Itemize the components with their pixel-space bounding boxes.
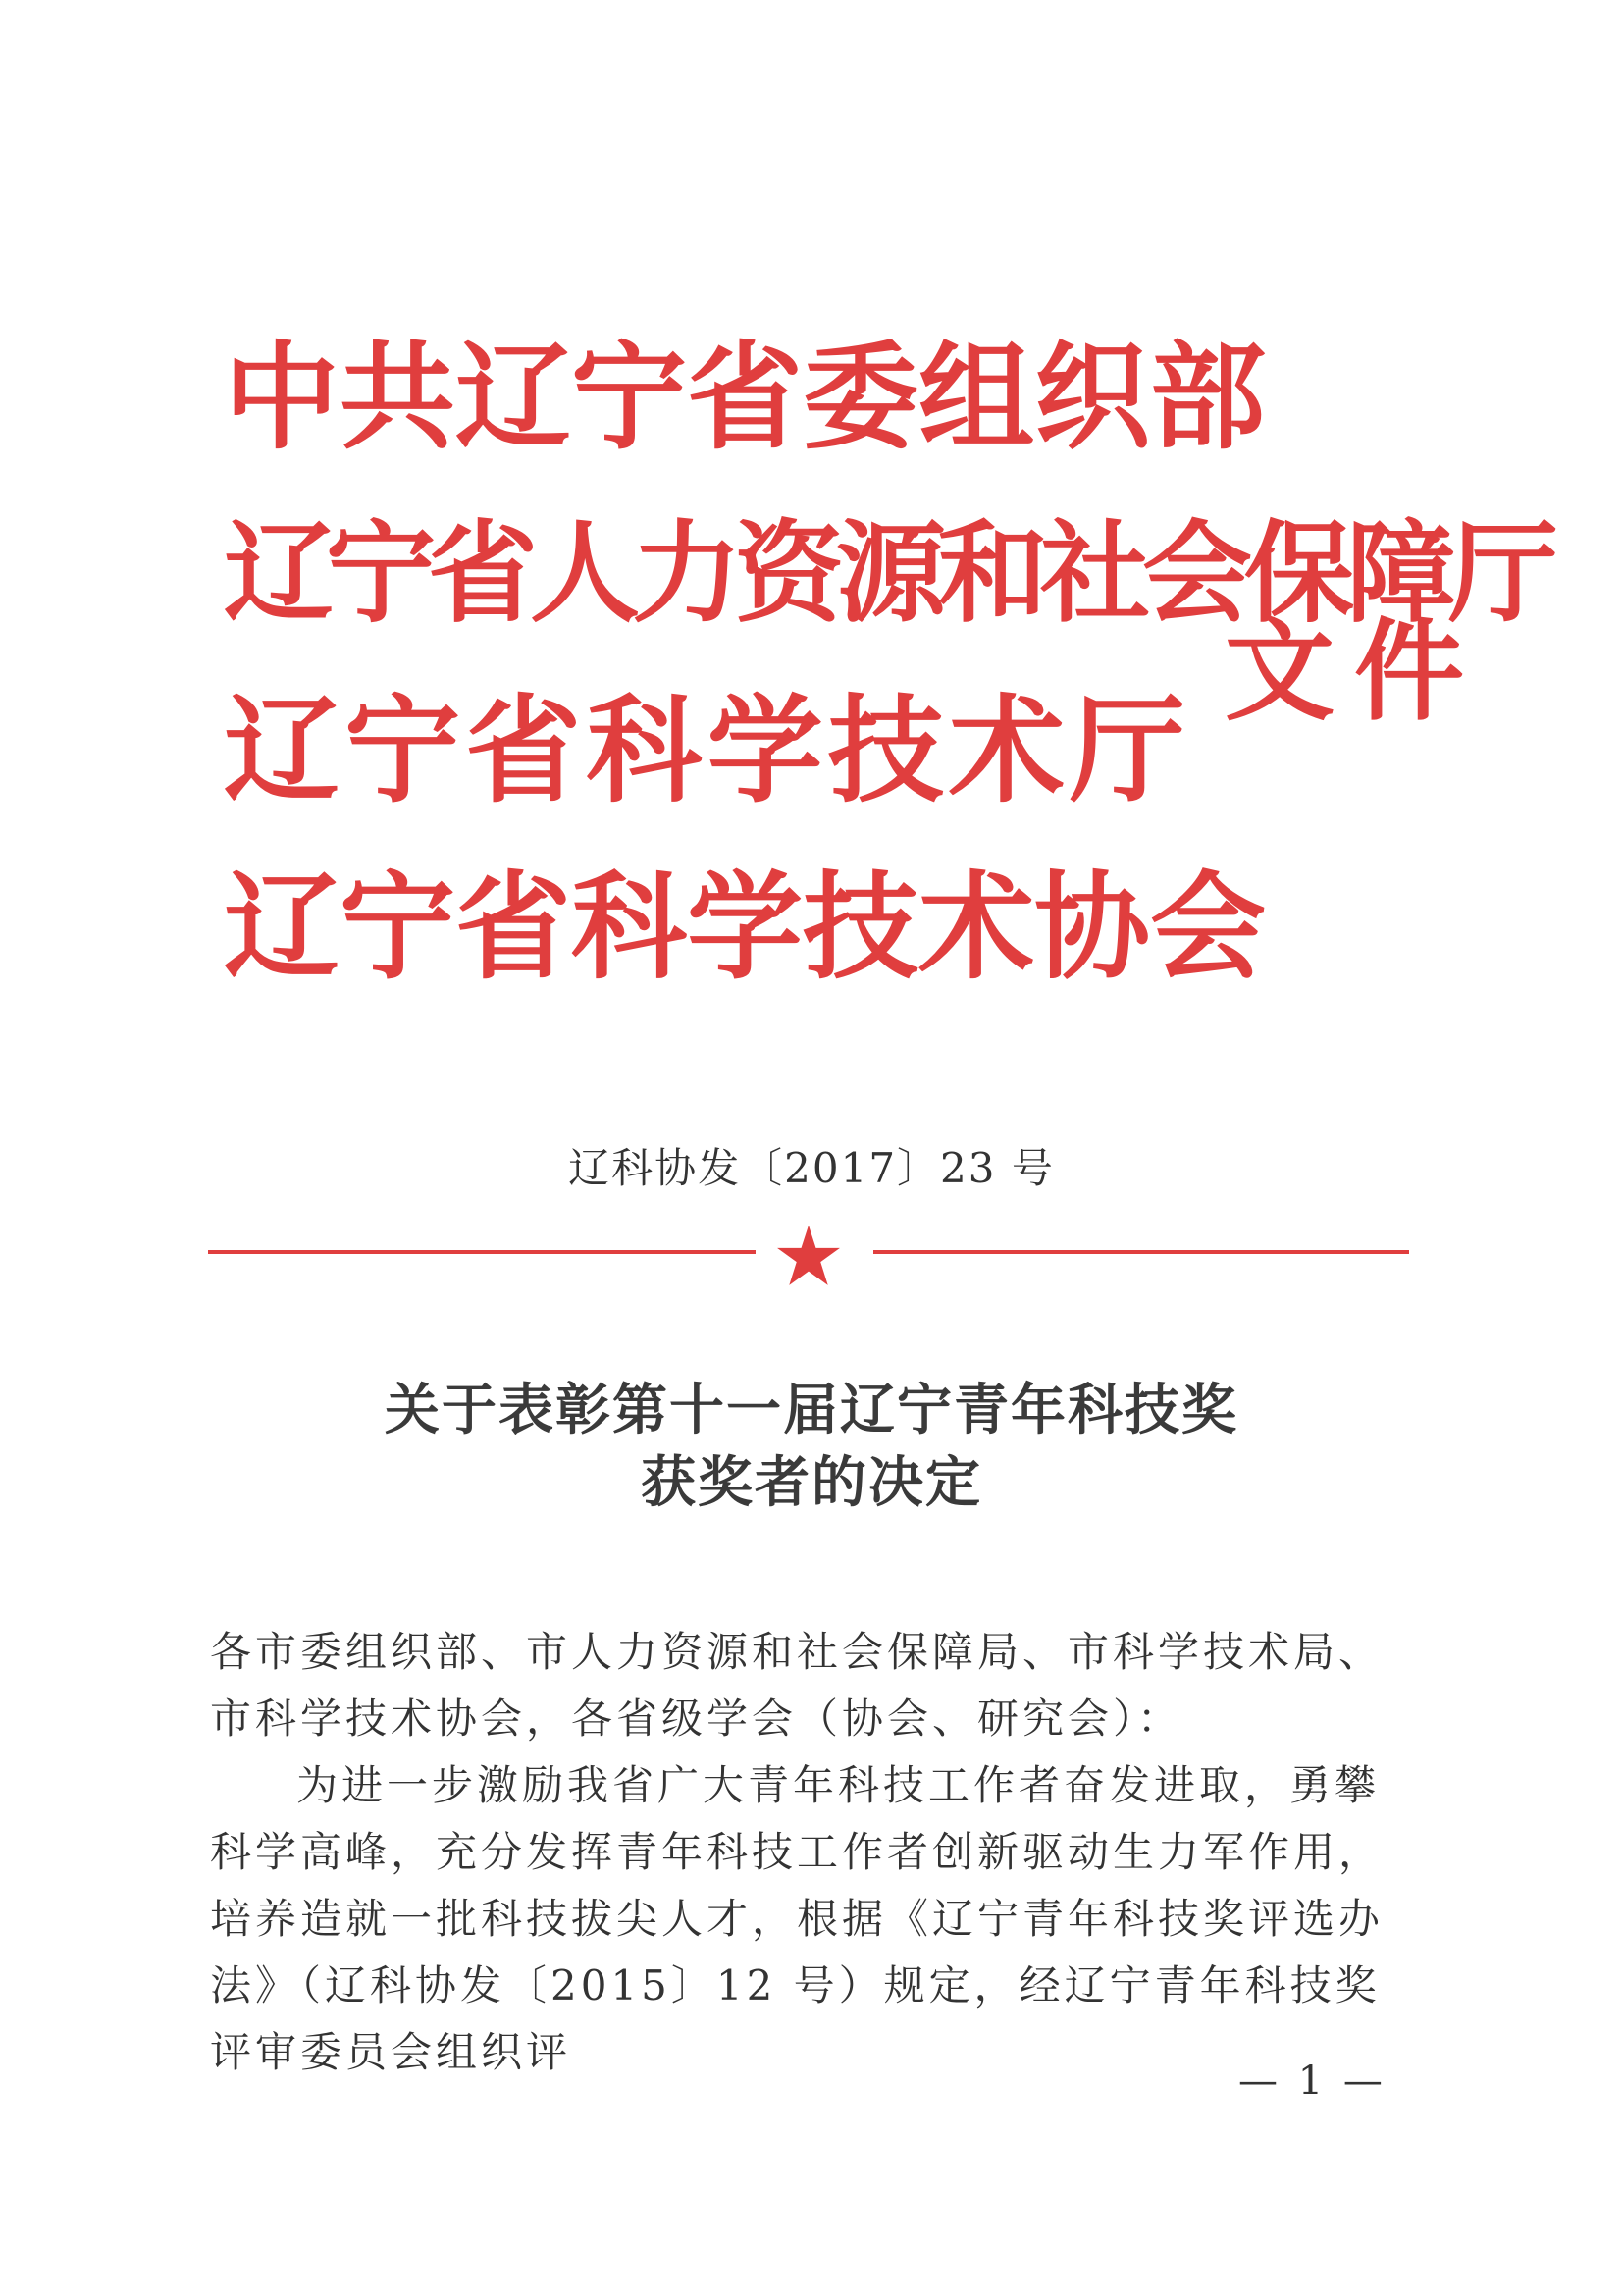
masthead-line-organization-dept <box>224 324 1267 471</box>
document-number: 辽科协发〔2017〕23 号 <box>568 1144 1055 1192</box>
masthead-char: 部 <box>1150 330 1267 465</box>
masthead-char: 宁 <box>340 860 456 995</box>
masthead-char: 厅 <box>1448 510 1550 638</box>
masthead-char: 源 <box>836 510 938 638</box>
star-icon <box>775 1223 842 1289</box>
masthead-char: 技 <box>803 860 919 995</box>
masthead-char: 辽 <box>224 860 340 995</box>
masthead-char: 协 <box>1034 860 1151 995</box>
masthead-char: 织 <box>1034 330 1151 465</box>
masthead-char: 省 <box>687 330 804 465</box>
document-title-line-2: 获奖者的决定 <box>641 1450 982 1515</box>
masthead-char: 组 <box>918 330 1035 465</box>
masthead-char: 委 <box>803 330 919 465</box>
divider-rule-left <box>208 1250 756 1254</box>
masthead-char: 中 <box>224 330 340 465</box>
masthead-char: 学 <box>707 683 823 818</box>
masthead-char: 术 <box>918 860 1035 995</box>
masthead-char: 术 <box>948 683 1065 818</box>
masthead-char: 会 <box>1150 860 1267 995</box>
masthead-char: 障 <box>1346 510 1448 638</box>
masthead-suffix: 文件 <box>1225 608 1484 736</box>
masthead-char: 力 <box>632 510 734 638</box>
page-number: — 1 — <box>1238 2059 1387 2104</box>
masthead-line-science-tech-dept <box>224 677 1185 824</box>
masthead-char: 人 <box>530 510 632 638</box>
red-divider <box>208 1223 1409 1281</box>
masthead-char: 社 <box>1040 510 1142 638</box>
masthead-line-science-tech-association <box>224 854 1267 1001</box>
masthead-line-hr-social-security <box>224 500 1550 648</box>
masthead-char: 科 <box>571 860 688 995</box>
masthead-char: 宁 <box>344 683 461 818</box>
masthead-char: 辽 <box>455 330 572 465</box>
divider-rule-right <box>873 1250 1409 1254</box>
masthead-char: 和 <box>938 510 1040 638</box>
document-title-line-1: 关于表彰第十一届辽宁青年科技奖 <box>385 1378 1238 1442</box>
masthead-char: 厅 <box>1069 683 1185 818</box>
masthead-char: 学 <box>687 860 804 995</box>
masthead-char: 会 <box>1142 510 1244 638</box>
masthead-char: 省 <box>428 510 530 638</box>
masthead-char: 资 <box>734 510 836 638</box>
masthead-char: 宁 <box>326 510 428 638</box>
masthead-char: 辽 <box>224 510 326 638</box>
masthead-char: 辽 <box>224 683 340 818</box>
body-paragraph: 为进一步激励我省广大青年科技工作者奋发进取，勇攀科学高峰，充分发挥青年科技工作者创新驱动生力军作用，培养造就一批科技拔尖人才，根据《辽宁青年科技奖评选办法》（辽科协发〔2015〕12 号）规定，经辽宁青年科技奖评审委员会组织评 <box>210 1761 1385 2076</box>
salutation: 各市委组织部、市人力资源和社会保障局、市科学技术局、市科学技术协会，各省级学会（协会、研究会）： <box>210 1628 1385 1743</box>
masthead-char: 省 <box>465 683 582 818</box>
masthead-char: 科 <box>586 683 703 818</box>
masthead-char: 宁 <box>571 330 688 465</box>
masthead-char: 保 <box>1244 510 1346 638</box>
masthead-char: 省 <box>455 860 572 995</box>
red-masthead <box>224 324 1550 1030</box>
masthead-char: 共 <box>340 330 456 465</box>
masthead-char: 技 <box>827 683 944 818</box>
